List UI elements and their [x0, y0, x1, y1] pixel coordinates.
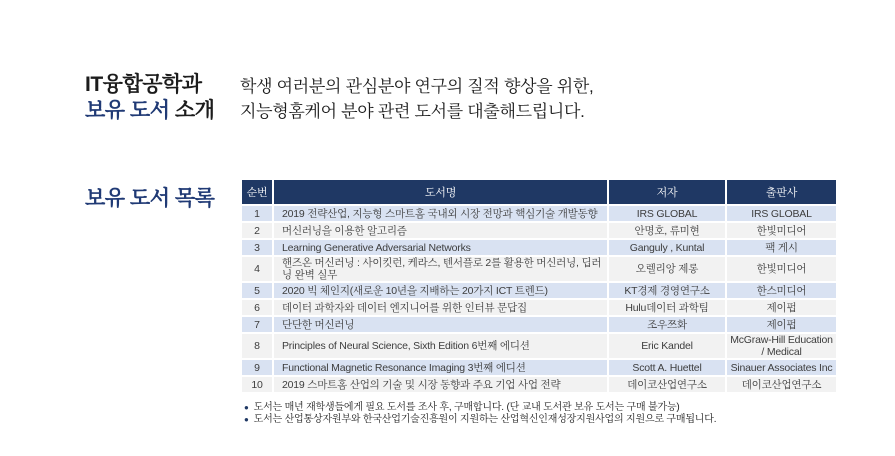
footnote-line	[244, 414, 716, 426]
cell-author: Eric Kandel	[608, 333, 726, 359]
cell-author: IRS GLOBAL	[608, 205, 726, 222]
bullet-icon: ●	[244, 403, 249, 412]
cell-author: Scott A. Huettel	[608, 359, 726, 376]
footnote-text: 도서는 매년 재학생들에게 필요 도서를 조사 후, 구매합니다. (단 교내 도서관 보유 도서는 구매 불가능)	[253, 402, 680, 413]
cell-publisher: McGraw-Hill Education / Medical	[726, 333, 837, 359]
cell-no: 8	[241, 333, 273, 359]
page-title-line2	[85, 98, 214, 124]
cell-book-title: 단단한 머신러닝	[273, 316, 608, 333]
cell-book-title: 데이터 과학자와 데이터 엔지니어를 위한 인터뷰 문답집	[273, 299, 608, 316]
cell-author: KT경제 경영연구소	[608, 282, 726, 299]
cell-author: Hulu데이터 과학팀	[608, 299, 726, 316]
cell-no: 6	[241, 299, 273, 316]
cell-publisher: 데이코산업연구소	[726, 376, 837, 393]
cell-no: 7	[241, 316, 273, 333]
cell-no: 5	[241, 282, 273, 299]
table-row	[241, 299, 837, 316]
cell-book-title: Functional Magnetic Resonance Imaging 3번째 에디션	[273, 359, 608, 376]
cell-author: 안명호, 류미현	[608, 222, 726, 239]
cell-no: 1	[241, 205, 273, 222]
cell-book-title: 2019 전략산업, 지능형 스마트홈 국내외 시장 전망과 핵심기술 개발동향	[273, 205, 608, 222]
cell-book-title: 머신러닝을 이용한 알고리즘	[273, 222, 608, 239]
intro-description-line2: 지능형홈케어 분야 관련 도서를 대출해드립니다.	[240, 102, 585, 121]
footnote-line	[244, 402, 716, 414]
cell-book-title: 2019 스마트홈 산업의 기술 및 시장 동향과 주요 기업 사업 전략	[273, 376, 608, 393]
cell-no: 2	[241, 222, 273, 239]
cell-publisher: 제이펍	[726, 316, 837, 333]
intro-description	[240, 74, 593, 124]
page-title-line1: IT융합공학과	[85, 73, 202, 96]
cell-publisher: 제이펍	[726, 299, 837, 316]
col-header-publisher: 출판사	[726, 179, 837, 205]
table-header-row	[241, 179, 837, 205]
cell-book-title: 2020 빅 체인지(새로운 10년을 지배하는 20가지 ICT 트렌드)	[273, 282, 608, 299]
col-header-title: 도서명	[273, 179, 608, 205]
book-table	[240, 178, 838, 394]
cell-author: 데이코산업연구소	[608, 376, 726, 393]
page-title-highlight: 보유 도서	[85, 99, 170, 122]
cell-publisher: Sinauer Associates Inc	[726, 359, 837, 376]
bullet-icon: ●	[244, 414, 249, 424]
footnotes	[244, 402, 716, 425]
table-row	[241, 359, 837, 376]
table-row	[241, 239, 837, 256]
cell-publisher: 한빛미디어	[726, 256, 837, 282]
table-row	[241, 333, 837, 359]
cell-book-title: Learning Generative Adversarial Networks	[273, 239, 608, 256]
cell-author: Ganguly , Kuntal	[608, 239, 726, 256]
cell-no: 10	[241, 376, 273, 393]
page-title-rest: 소개	[169, 99, 215, 122]
table-row	[241, 222, 837, 239]
table-row	[241, 256, 837, 282]
page-title	[85, 72, 214, 124]
intro-description-line1: 학생 여러분의 관심분야 연구의 질적 향상을 위한,	[240, 77, 594, 96]
cell-author: 오렐리앙 제롱	[608, 256, 726, 282]
table-row	[241, 316, 837, 333]
cell-publisher: 팩 게시	[726, 239, 837, 256]
col-header-author: 저자	[608, 179, 726, 205]
table-row	[241, 282, 837, 299]
cell-no: 4	[241, 256, 273, 282]
cell-publisher: IRS GLOBAL	[726, 205, 837, 222]
cell-book-title: Principles of Neural Science, Sixth Edition 6번째 에디션	[273, 333, 608, 359]
cell-book-title: 핸즈온 머신러닝 : 사이킷런, 케라스, 텐서플로 2를 활용한 머신러닝, 딥러닝 완벽 실무	[273, 256, 608, 282]
cell-no: 3	[241, 239, 273, 256]
footnote-text: 도서는 산업통상자원부와 한국산업기술진흥원이 지원하는 산업혁신인재성장지원사업의 지원으로 구매됩니다.	[253, 413, 717, 425]
cell-publisher: 한빛미디어	[726, 222, 837, 239]
cell-no: 9	[241, 359, 273, 376]
table-row	[241, 376, 837, 393]
section-heading: 보유 도서 목록	[85, 187, 215, 210]
table-row	[241, 205, 837, 222]
cell-author: 조우쯔화	[608, 316, 726, 333]
cell-publisher: 한스미디어	[726, 282, 837, 299]
col-header-no: 순번	[241, 179, 273, 205]
